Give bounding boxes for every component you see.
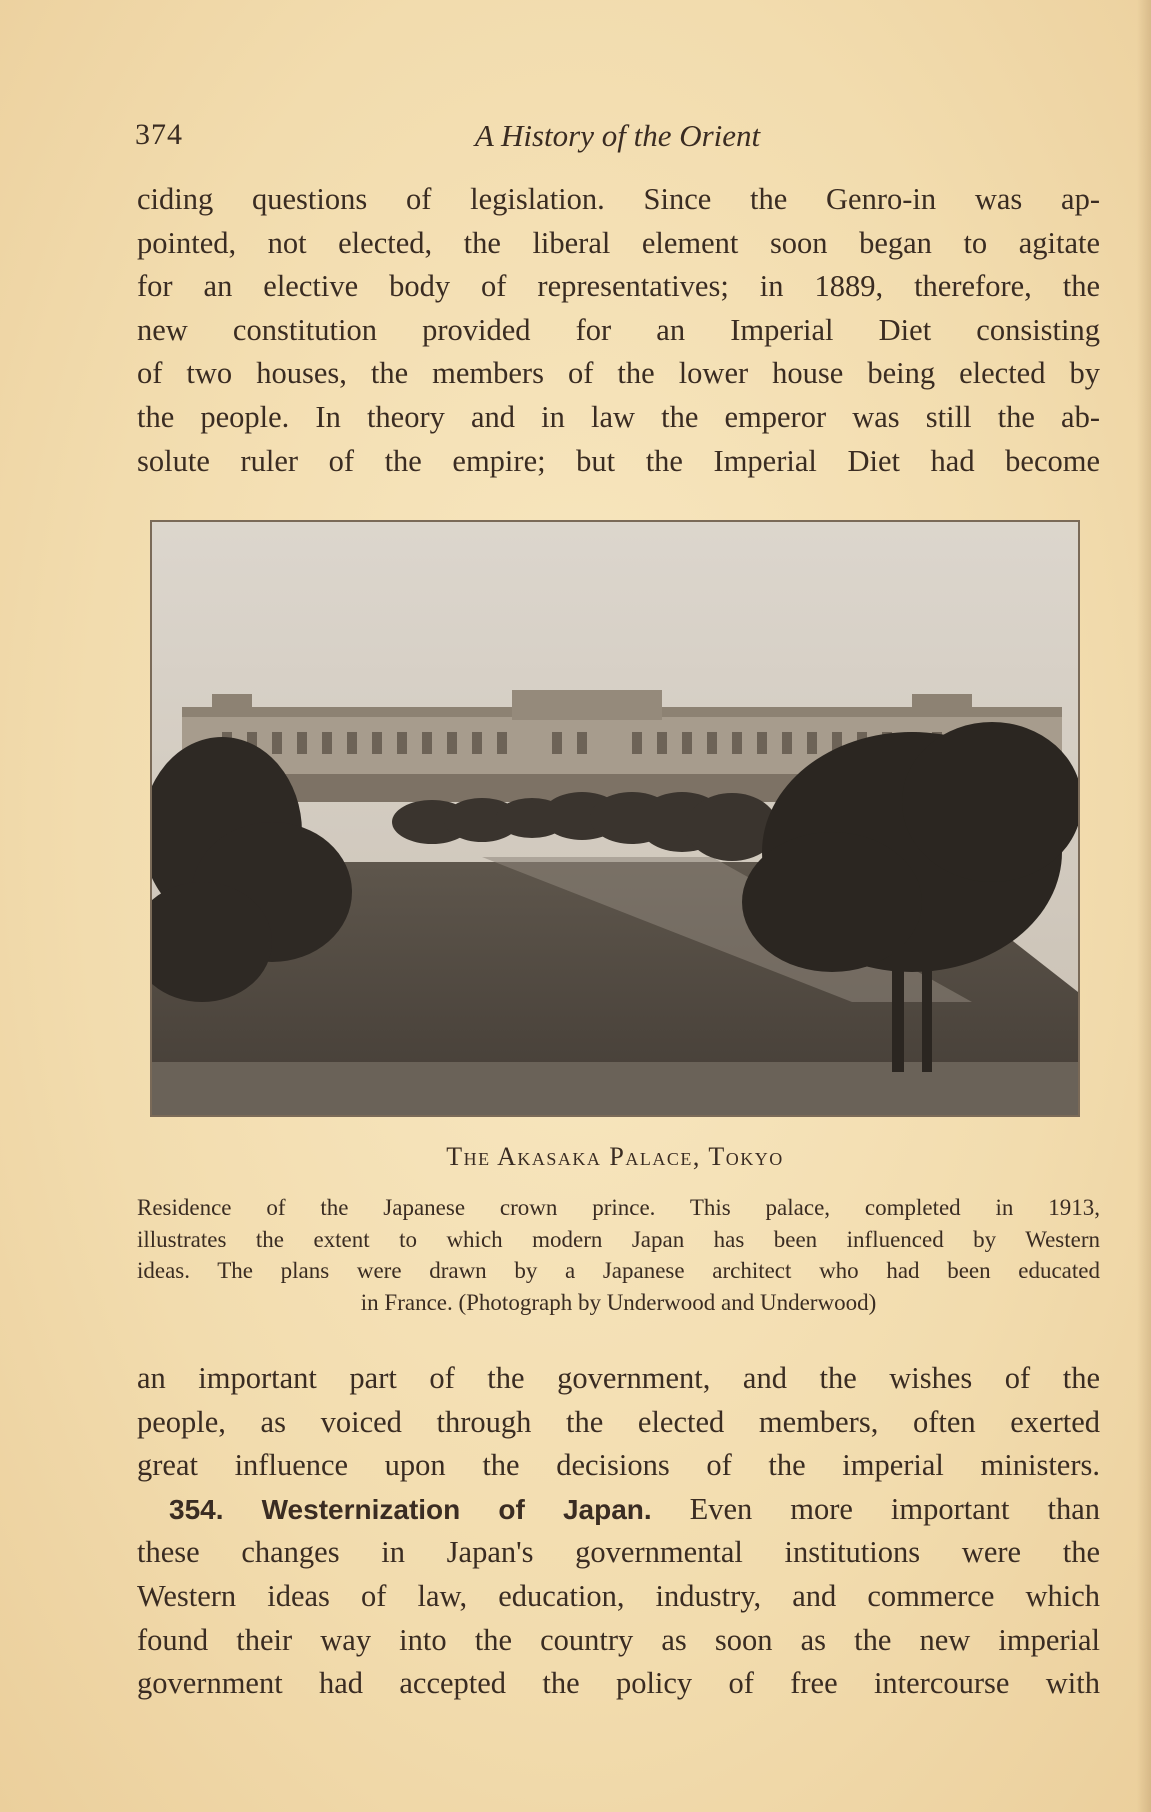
text-line: solute ruler of the empire; but the Imperial Diet had become: [137, 443, 1100, 478]
section-first-line-text: Even more important than: [651, 1491, 1101, 1526]
caption-line: Residence of the Japanese crown prince. This palace, completed in 1913,: [137, 1195, 1100, 1220]
page-header: [135, 118, 1100, 158]
text-line: new constitution provided for an Imperial Diet consisting: [137, 312, 1100, 347]
caption-line: illustrates the extent to which modern Japan has been influenced by Western: [137, 1226, 1100, 1252]
page-edge-shadow: [1137, 0, 1151, 1812]
caption-line: ideas. The plans were drawn by a Japanese architect who had been educated: [137, 1258, 1100, 1283]
paragraph-top: [137, 178, 1100, 483]
text-line: these changes in Japan's governmental institutions were the: [137, 1535, 1100, 1570]
figure-caption-title: The Akasaka Palace, Tokyo: [446, 1142, 784, 1171]
text-line: great influence upon the decisions of the imperial ministers.: [137, 1448, 1100, 1483]
palace-illustration: [152, 522, 1078, 1115]
text-line: government had accepted the policy of free intercourse with: [137, 1666, 1100, 1701]
running-title: A History of the Orient: [474, 118, 761, 153]
figure-caption-description: [137, 1192, 1100, 1318]
text-line: found their way into the country as soon as the new imperial: [137, 1622, 1100, 1657]
text-line: people, as voiced through the elected members, often exerted: [137, 1404, 1100, 1439]
paragraph-bottom: [137, 1357, 1100, 1706]
text-line: an important part of the government, and the wishes of the: [137, 1361, 1100, 1395]
page-number: 374: [135, 118, 183, 151]
caption-line: in France. (Photograph by Underwood and Underwood): [360, 1289, 877, 1315]
text-line: the people. In theory and in law the emperor was still the ab-: [137, 399, 1100, 434]
section-heading: 354. Westernization of Japan.: [169, 1493, 652, 1525]
text-line: Western ideas of law, education, industry, and commerce which: [137, 1578, 1100, 1613]
text-line: of two houses, the members of the lower house being elected by: [137, 356, 1100, 391]
text-line: ciding questions of legislation. Since the Genro-in was ap-: [137, 182, 1100, 216]
section-first-line: [137, 1488, 1100, 1532]
text-line: pointed, not elected, the liberal element soon began to agitate: [137, 225, 1100, 260]
palace-photograph: [150, 520, 1080, 1117]
text-line: for an elective body of representatives; in 1889, therefore, the: [137, 269, 1100, 304]
